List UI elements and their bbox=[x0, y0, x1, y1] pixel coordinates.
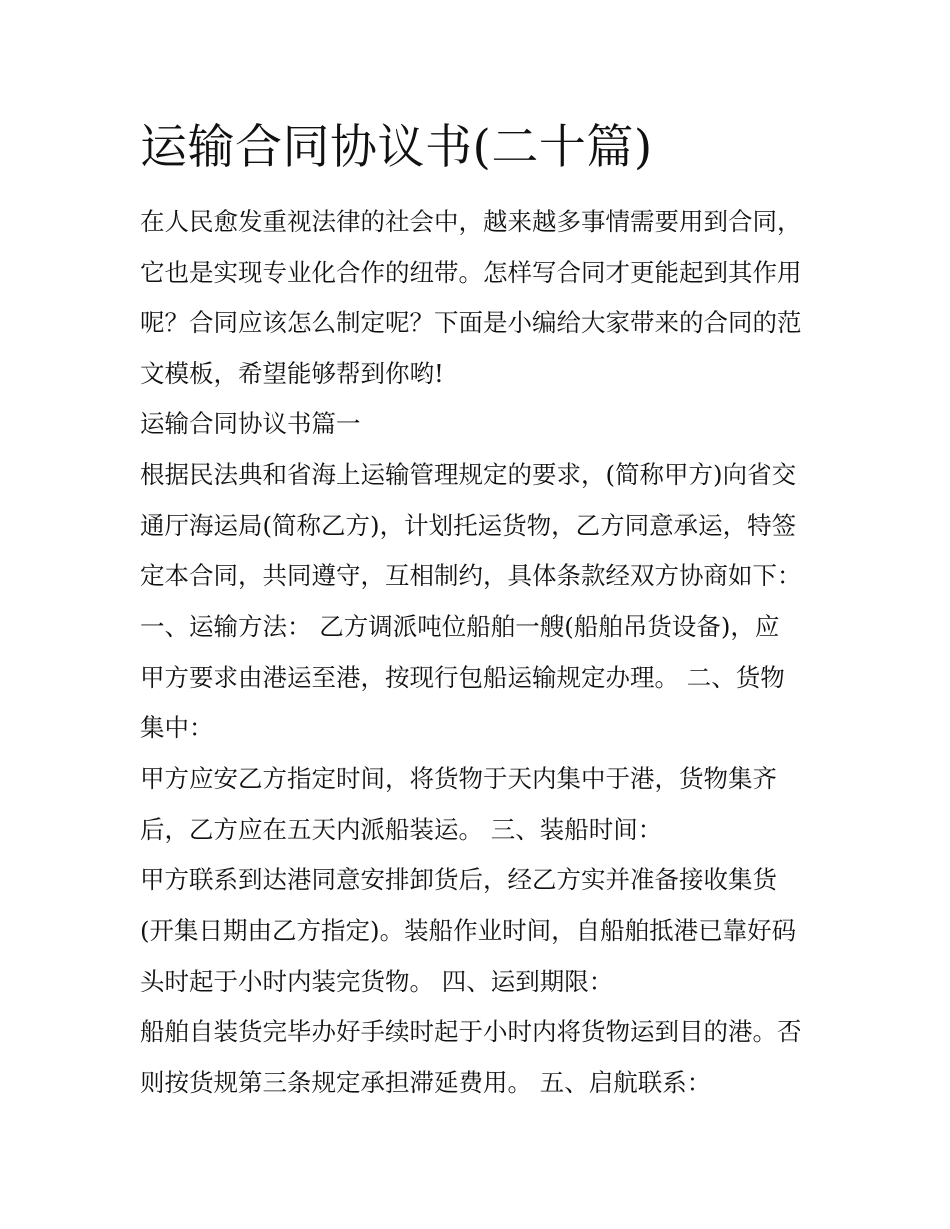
body-line-16: 头时起于小时内装完货物。 四、运到期限： bbox=[140, 967, 614, 996]
body-line-10: 甲方要求由港运至港，按现行包船运输规定办理。 二、货物 bbox=[140, 663, 785, 692]
body-line-3: 呢？合同应该怎么制定呢？下面是小编给大家带来的合同的范 bbox=[140, 308, 802, 337]
body-line-13: 后，乙方应在五天内派船装运。 三、装船时间： bbox=[140, 815, 663, 844]
body-line-17: 船舶自装货完毕办好手续时起于小时内将货物运到目的港。否 bbox=[140, 1017, 802, 1046]
body-line-6: 根据民法典和省海上运输管理规定的要求，(简称甲方)向省交 bbox=[140, 460, 797, 489]
section-heading: 运输合同协议书篇一 bbox=[140, 409, 361, 438]
body-line-11: 集中： bbox=[140, 713, 214, 742]
body-line-1: 在人民愈发重视法律的社会中，越来越多事情需要用到合同， bbox=[140, 207, 802, 236]
body-line-4: 文模板，希望能够帮到你哟! bbox=[140, 359, 444, 388]
body-line-9: 一、运输方法： 乙方调派吨位船舶一艘(船舶吊货设备)，应 bbox=[140, 612, 780, 641]
body-line-12: 甲方应安乙方指定时间，将货物于天内集中于港，货物集齐 bbox=[140, 764, 777, 793]
body-line-2: 它也是实现专业化合作的纽带。怎样写合同才更能起到其作用 bbox=[140, 258, 802, 287]
body-line-14: 甲方联系到达港同意安排卸货后，经乙方实并准备接收集货 bbox=[140, 865, 777, 894]
body-line-8: 定本合同，共同遵守，互相制约，具体条款经双方协商如下： bbox=[140, 561, 802, 590]
body-line-7: 通厅海运局(简称乙方)，计划托运货物，乙方同意承运，特签 bbox=[140, 511, 797, 540]
body-line-15: (开集日期由乙方指定)。装船作业时间，自船舶抵港已靠好码 bbox=[140, 916, 797, 945]
document-title: 运输合同协议书(二十篇) bbox=[140, 120, 653, 175]
body-line-18: 则按货规第三条规定承担滞延费用。 五、启航联系： bbox=[140, 1068, 712, 1097]
